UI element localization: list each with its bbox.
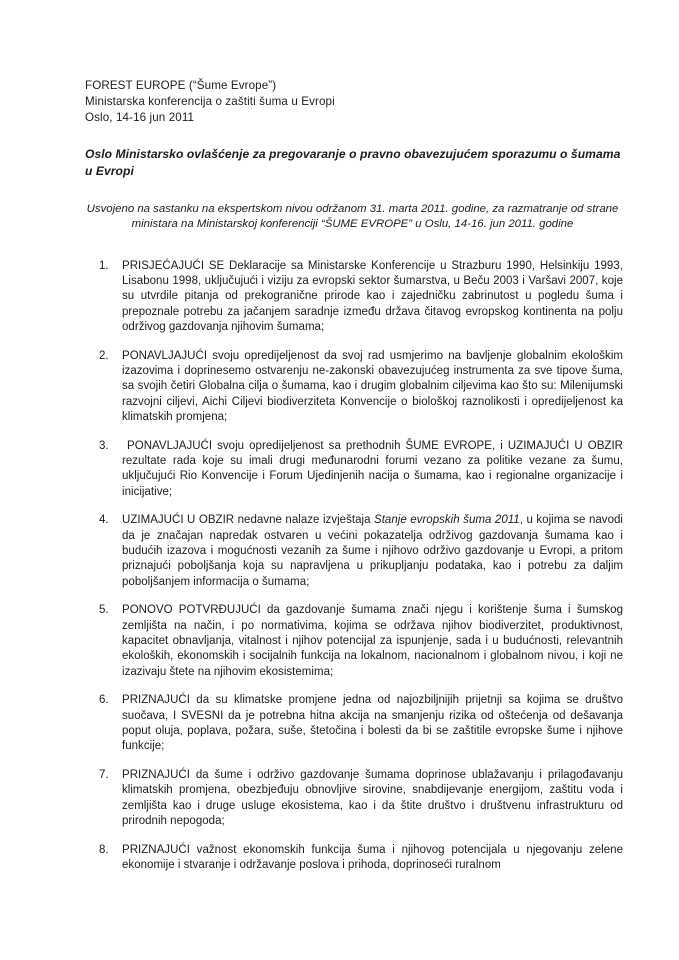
- clause-text: PONAVLJAJUĆI svoju opredijeljenost da svoj rad usmjerimo na bavljenje globalnim ekološkim izazovima i doprinesemo ostvarenju ne-zakonski obavezujućeg instrumenta za sve tipove šuma, sa svojih četiri Globalna cilja o šumama, kao i drugim globalnim ciljevima kao što su: Milenijumski razvojni ciljevi, Aichi Ciljevi biodiverziteta Konvencije o biološkoj raznolikosti i opredijeljenost ka klimatskih promjena;: [122, 349, 623, 423]
- clause-text: PRIZNAJUĆI da su klimatske promjene jedna od najozbiljnijih prijetnji sa kojima se društvo suočava, I SVESNI da je potrebna hitna akcija na smanjenju rizika od oštećenja od dešavanja poput oluja, poplava, požara, suše, štetočina i bolesti da bi se zaštitile evropske šume i njihove funkcije;: [122, 694, 623, 753]
- conference-subtitle: Ministarska konferencija o zaštiti šuma u Evropi: [85, 95, 335, 109]
- clause-item: [85, 349, 623, 425]
- clause-lead-space: [122, 440, 127, 452]
- clause-text: PONOVO POTVRĐUJUĆI da gazdovanje šumama znači njegu i korištenje šuma i šumskog zemljišta na način, i po normativima, kojima se održava njihov biodiverzitet, produktivnost, kapacitet obnavljanja, vitalnost i njihov potencijal za ispunjenje, sada i u budućnosti, relevantnih ekoloških, ekonomskih i socijalnih funkcija na lokalnom, nacionalnom i globalnom nivou, i koji ne izazivaju štete na njihovim ekosistemima;: [122, 604, 623, 678]
- clause-item: [85, 439, 623, 500]
- clause-text: UZIMAJUĆI U OBZIR nedavne nalaze izvještaja Stanje evropskih šuma 2011, u kojima se navodi da je značajan napredak ostvaren u većini pokazatelja održivog gazdovanja šumama kao i budućih izazova i mogućnosti vezanih za šume i njihovo održivo gazdovanje u Evropi, a pritom priznajući poboljšanja koja su napravljena u prikupljanju podataka, kao i potrebu za daljim poboljšanjem informacija o šumama;: [122, 514, 623, 588]
- clause-item: [85, 768, 623, 829]
- clause-text: PRIZNAJUĆI da šume i održivo gazdovanje šumama doprinose ublažavanju i prilagođavanju klimatskih promjena, obezbjeđuju obnovljive sirovine, snabdijevanje energijom, zaštitu voda i zemljišta kao i druge usluge ekosistema, kao i da štite društvo i društvenu infrastrukturu od prirodnih nepogoda;: [122, 769, 623, 827]
- page-title: Oslo Ministarsko ovlašćenje za pregovaranje o pravno obavezujućem sporazumu o šumama u Evropi: [85, 146, 621, 178]
- clause-text: PRISJEĆAJUĆI SE Deklaracije sa Ministarske Konferencije u Strazburu 1990, Helsinkiju 1993, Lisabonu 1998, uključujući i viziju za evropski sektor šumarstva, u Beču 2003 i Varšavi 2007, koje su utvrdile pitanja od prekogranične prirode kao i zajedničku zabrinutost u pogledu šuma i prepoznale potrebu za jačanjem saradnje između država čitavog evropskog kontinenta na polju održivog gazdovanja njihovim šumama;: [122, 259, 623, 333]
- clause-item: [85, 843, 623, 874]
- location-date: Oslo, 14-16 jun 2011: [85, 111, 195, 125]
- masthead: [85, 78, 623, 127]
- organization-name: FOREST EUROPE (“Šume Evrope”): [85, 79, 277, 92]
- clause-list: [85, 259, 623, 874]
- clause-italic-title: Stanje evropskih šuma 2011: [374, 514, 520, 527]
- clause-text: PRIZNAJUĆI važnost ekonomskih funkcija šuma i njihovog potencijala u njegovanju zelene ekonomije i stvaranje i održavanje poslova i prihoda, doprinoseći ruralnom: [122, 843, 623, 872]
- clause-item: [85, 693, 623, 754]
- adoption-note: Usvojeno na sastanku na ekspertskom nivou održanom 31. marta 2011. godine, za razmatranje od strane ministara na Ministarskoj konferenciji “ŠUME EVROPE” u Oslu, 14-16. jun 2011. godine: [86, 202, 619, 231]
- clause-item: [85, 603, 623, 679]
- clause-text: PONAVLJAJUĆI svoju opredijeljenost sa prethodnih ŠUME EVROPE, i UZIMAJUĆI U OBZIR rezultate rada koje su imali drugi međunarodni forumi vezano za politike vezane za šumu, uključujući Rio Konvencije i Forum Ujedinjenih nacija o šumama, kao i regionalne organizacije i inicijative;: [122, 439, 624, 498]
- clause-item: [85, 259, 623, 335]
- clause-item: [85, 513, 623, 589]
